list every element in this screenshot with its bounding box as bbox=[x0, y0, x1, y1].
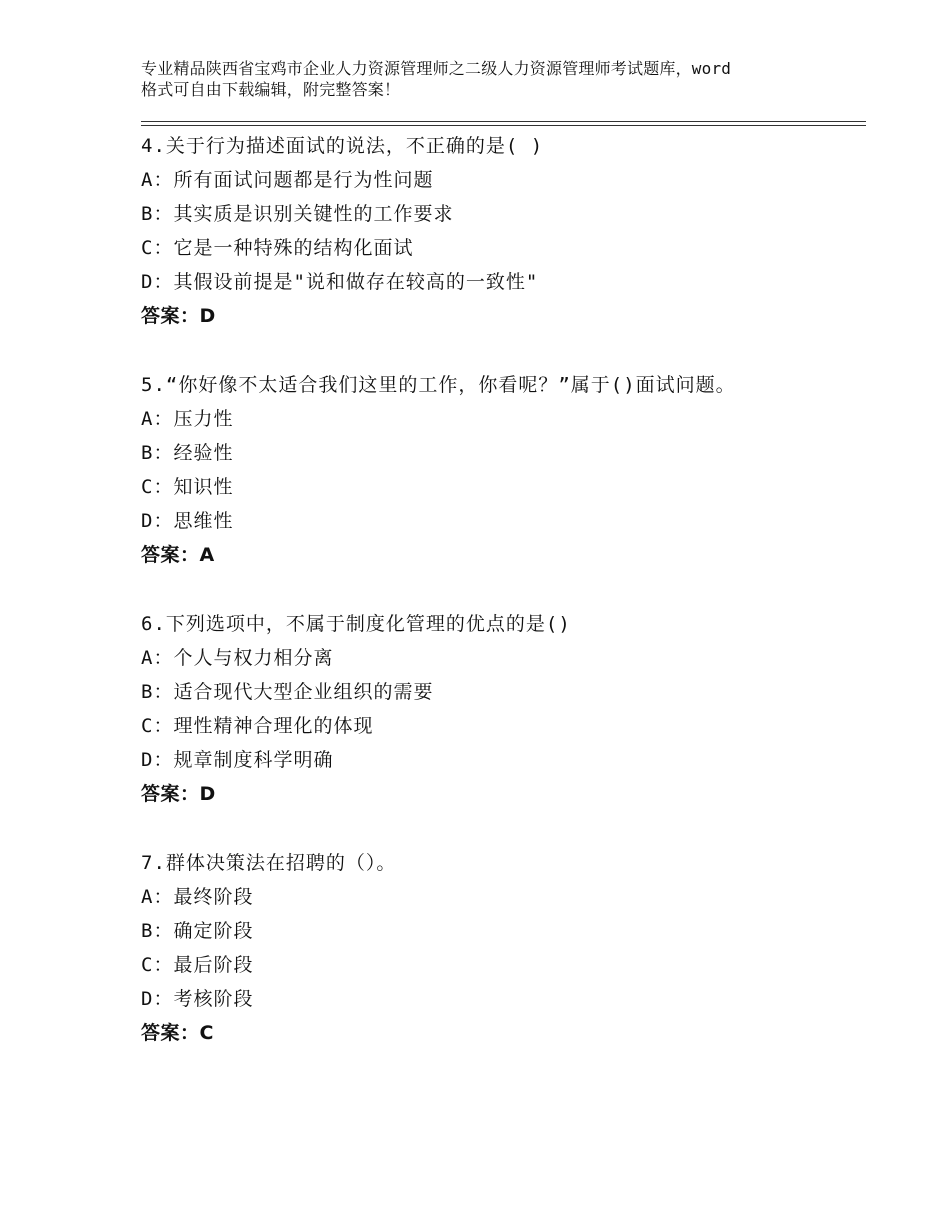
answer: 答案：C bbox=[141, 1022, 214, 1044]
option-d: D：其假设前提是"说和做存在较高的一致性" bbox=[141, 271, 539, 293]
header-divider-top bbox=[141, 121, 866, 122]
option-b: B：确定阶段 bbox=[141, 920, 254, 942]
option-c: C：理性精神合理化的体现 bbox=[141, 715, 374, 737]
document-header bbox=[141, 58, 831, 100]
option-b: B：经验性 bbox=[141, 442, 234, 464]
answer: 答案：A bbox=[141, 544, 215, 566]
question-7 bbox=[141, 846, 841, 1050]
answer: 答案：D bbox=[141, 783, 216, 805]
option-c: C：最后阶段 bbox=[141, 954, 254, 976]
header-line-1: 专业精品陕西省宝鸡市企业人力资源管理师之二级人力资源管理师考试题库，word bbox=[141, 59, 732, 78]
question-stem: 7.群体决策法在招聘的（）。 bbox=[141, 852, 397, 874]
option-d: D：规章制度科学明确 bbox=[141, 749, 334, 771]
option-a: A：所有面试问题都是行为性问题 bbox=[141, 169, 434, 191]
option-a: A：个人与权力相分离 bbox=[141, 647, 334, 669]
question-5 bbox=[141, 368, 841, 572]
option-b: B：其实质是识别关键性的工作要求 bbox=[141, 203, 454, 225]
option-b: B：适合现代大型企业组织的需要 bbox=[141, 681, 434, 703]
header-line-2: 格式可自由下载编辑，附完整答案！ bbox=[141, 80, 401, 99]
question-6 bbox=[141, 607, 841, 811]
option-c: C：知识性 bbox=[141, 476, 234, 498]
question-stem: 5.“你好像不太适合我们这里的工作，你看呢？”属于()面试问题。 bbox=[141, 374, 736, 396]
question-4 bbox=[141, 129, 841, 333]
header-divider-bottom bbox=[141, 125, 866, 126]
option-c: C：它是一种特殊的结构化面试 bbox=[141, 237, 414, 259]
answer: 答案：D bbox=[141, 305, 216, 327]
option-a: A：压力性 bbox=[141, 408, 234, 430]
question-stem: 6.下列选项中，不属于制度化管理的优点的是() bbox=[141, 613, 571, 635]
question-stem: 4.关于行为描述面试的说法，不正确的是( ) bbox=[141, 135, 544, 157]
option-a: A：最终阶段 bbox=[141, 886, 254, 908]
option-d: D：考核阶段 bbox=[141, 988, 254, 1010]
option-d: D：思维性 bbox=[141, 510, 234, 532]
